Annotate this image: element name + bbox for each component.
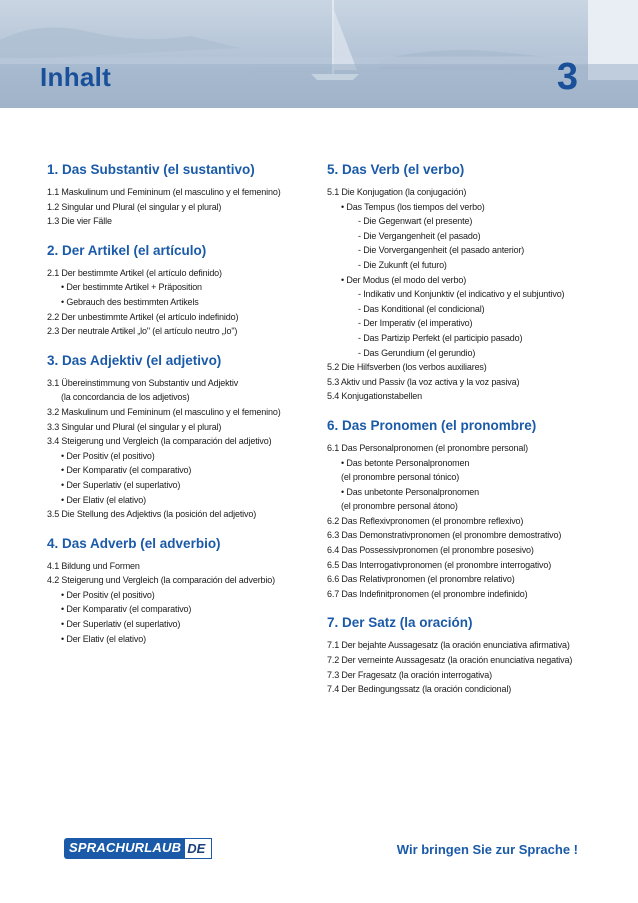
- toc-item[interactable]: 3.4 Steigerung und Vergleich (la comparación del adjetivo): [47, 436, 272, 447]
- toc-item[interactable]: 2.2 Der unbestimmte Artikel (el artículo indefinido): [47, 311, 239, 322]
- toc-section: [47, 353, 307, 522]
- toc-item[interactable]: • Der Superlativ (el superlativo): [61, 619, 181, 630]
- toc-right-column: [327, 162, 627, 711]
- toc-item[interactable]: 2.1 Der bestimmte Artikel (el artículo definido): [47, 267, 222, 278]
- toc-section: [327, 418, 627, 602]
- toc-item[interactable]: - Die Gegenwart (el presente): [358, 216, 473, 227]
- toc-item[interactable]: - Die Zukunft (el futuro): [358, 259, 447, 270]
- toc-item[interactable]: 2.3 Der neutrale Artikel „lo" (el artículo neutro „lo"): [47, 326, 238, 337]
- toc-item[interactable]: 1.1 Maskulinum und Femininum (el masculino y el femenino): [47, 187, 281, 197]
- toc-item-list: [327, 185, 627, 404]
- toc-item[interactable]: 5.4 Konjugationstabellen: [327, 391, 422, 402]
- toc-item[interactable]: - Das Gerundium (el gerundio): [358, 347, 476, 358]
- toc-item[interactable]: (el pronombre personal átono): [341, 501, 458, 512]
- toc-item-list: [47, 376, 307, 522]
- brand-logo[interactable]: [64, 838, 212, 859]
- toc-item[interactable]: - Indikativ und Konjunktiv (el indicativo y el subjuntivo): [358, 289, 565, 300]
- logo-suffix-text: DE: [185, 838, 212, 859]
- toc-item[interactable]: - Das Konditional (el condicional): [358, 303, 485, 314]
- logo-main-text: SPRACHURLAUB: [64, 838, 185, 859]
- toc-item-list: [327, 441, 627, 602]
- toc-item[interactable]: • Der Komparativ (el comparativo): [61, 465, 192, 476]
- toc-item[interactable]: • Der Positiv (el positivo): [61, 589, 155, 600]
- toc-item-list: [47, 559, 307, 647]
- toc-item[interactable]: • Gebrauch des bestimmten Artikels: [61, 296, 199, 307]
- toc-item[interactable]: 5.2 Die Hilfsverben (los verbos auxiliares): [327, 362, 487, 373]
- toc-item[interactable]: • Das Tempus (los tiempos del verbo): [341, 201, 485, 212]
- section-title[interactable]: 2. Der Artikel (el artículo): [47, 242, 207, 258]
- toc-item[interactable]: (la concordancia de los adjetivos): [61, 392, 190, 403]
- slogan: Wir bringen Sie zur Sprache !: [396, 842, 578, 857]
- toc-item[interactable]: - Der Imperativ (el imperativo): [358, 318, 473, 329]
- toc-item[interactable]: 6.2 Das Reflexivpronomen (el pronombre reflexivo): [327, 515, 524, 526]
- toc-item-list: [327, 638, 627, 696]
- section-title[interactable]: 3. Das Adjektiv (el adjetivo): [47, 352, 222, 368]
- toc-item[interactable]: 3.3 Singular und Plural (el singular y el plural): [47, 421, 222, 432]
- section-title[interactable]: 7. Der Satz (la oración): [327, 615, 473, 631]
- toc-item[interactable]: • Das unbetonte Personalpronomen: [341, 486, 479, 497]
- toc-item[interactable]: 7.2 Der verneinte Aussagesatz (la oración enunciativa negativa): [327, 655, 573, 666]
- toc-item[interactable]: • Der Elativ (el elativo): [61, 633, 146, 644]
- toc-item[interactable]: - Die Vergangenheit (el pasado): [358, 230, 481, 241]
- toc-item[interactable]: - Das Partizip Perfekt (el participio pasado): [358, 332, 523, 343]
- toc-section: [47, 162, 307, 229]
- toc-section: [327, 162, 627, 404]
- toc-section: [47, 536, 307, 647]
- toc-item[interactable]: 7.4 Der Bedingungssatz (la oración condicional): [327, 684, 512, 695]
- toc-item[interactable]: 6.5 Das Interrogativpronomen (el pronombre interrogativo): [327, 559, 552, 570]
- toc-item[interactable]: (el pronombre personal tónico): [341, 472, 460, 483]
- toc-item[interactable]: 1.3 Die vier Fälle: [47, 216, 112, 227]
- toc-item[interactable]: • Der Modus (el modo del verbo): [341, 274, 467, 285]
- toc-item[interactable]: 3.2 Maskulinum und Femininum (el masculino y el femenino): [47, 406, 281, 417]
- toc-item[interactable]: 4.2 Steigerung und Vergleich (la comparación del adverbio): [47, 575, 275, 586]
- toc-left-column: [47, 162, 307, 660]
- toc-item[interactable]: 6.6 Das Relativpronomen (el pronombre relativo): [327, 574, 515, 585]
- toc-item[interactable]: 6.1 Das Personalpronomen (el pronombre personal): [327, 442, 528, 453]
- toc-item[interactable]: • Der Komparativ (el comparativo): [61, 604, 192, 615]
- toc-item[interactable]: 3.5 Die Stellung des Adjektivs (la posición del adjetivo): [47, 509, 257, 520]
- toc-item[interactable]: 6.3 Das Demonstrativpronomen (el pronombre demostrativo): [327, 530, 562, 541]
- section-title[interactable]: 1. Das Substantiv (el sustantivo): [47, 162, 255, 177]
- toc-item[interactable]: • Der Elativ (el elativo): [61, 494, 146, 505]
- toc-item[interactable]: 7.3 Der Fragesatz (la oración interrogativa): [327, 669, 492, 680]
- toc-item[interactable]: 3.1 Übereinstimmung von Substantiv und Adjektiv: [47, 377, 239, 388]
- toc-item-list: [47, 266, 307, 339]
- toc-item[interactable]: 4.1 Bildung und Formen: [47, 560, 140, 571]
- section-title[interactable]: 5. Das Verb (el verbo): [327, 162, 465, 177]
- toc-item[interactable]: • Der Superlativ (el superlativo): [61, 479, 181, 490]
- toc-item[interactable]: 7.1 Der bejahte Aussagesatz (la oración enunciativa afirmativa): [327, 640, 570, 651]
- section-title[interactable]: 6. Das Pronomen (el pronombre): [327, 417, 537, 433]
- page-title: Inhalt: [40, 62, 112, 92]
- toc-item[interactable]: • Der Positiv (el positivo): [61, 450, 155, 461]
- toc-item[interactable]: 1.2 Singular und Plural (el singular y el plural): [47, 201, 222, 212]
- toc-item[interactable]: 6.7 Das Indefinitpronomen (el pronombre indefinido): [327, 588, 528, 599]
- header-banner: [0, 0, 638, 108]
- toc-item[interactable]: 5.1 Die Konjugation (la conjugación): [327, 187, 467, 197]
- toc-item[interactable]: • Das betonte Personalpronomen: [341, 457, 470, 468]
- section-title[interactable]: 4. Das Adverb (el adverbio): [47, 535, 221, 551]
- toc-item[interactable]: 6.4 Das Possessivpronomen (el pronombre posesivo): [327, 545, 534, 556]
- toc-section: [327, 615, 627, 696]
- toc-section: [47, 243, 307, 339]
- page-number: 3: [556, 56, 578, 98]
- toc-item[interactable]: 5.3 Aktiv und Passiv (la voz activa y la voz pasiva): [327, 376, 520, 387]
- toc-item-list: [47, 185, 307, 229]
- toc-item[interactable]: • Der bestimmte Artikel + Präposition: [61, 282, 202, 293]
- toc-item[interactable]: - Die Vorvergangenheit (el pasado anterior): [358, 245, 525, 256]
